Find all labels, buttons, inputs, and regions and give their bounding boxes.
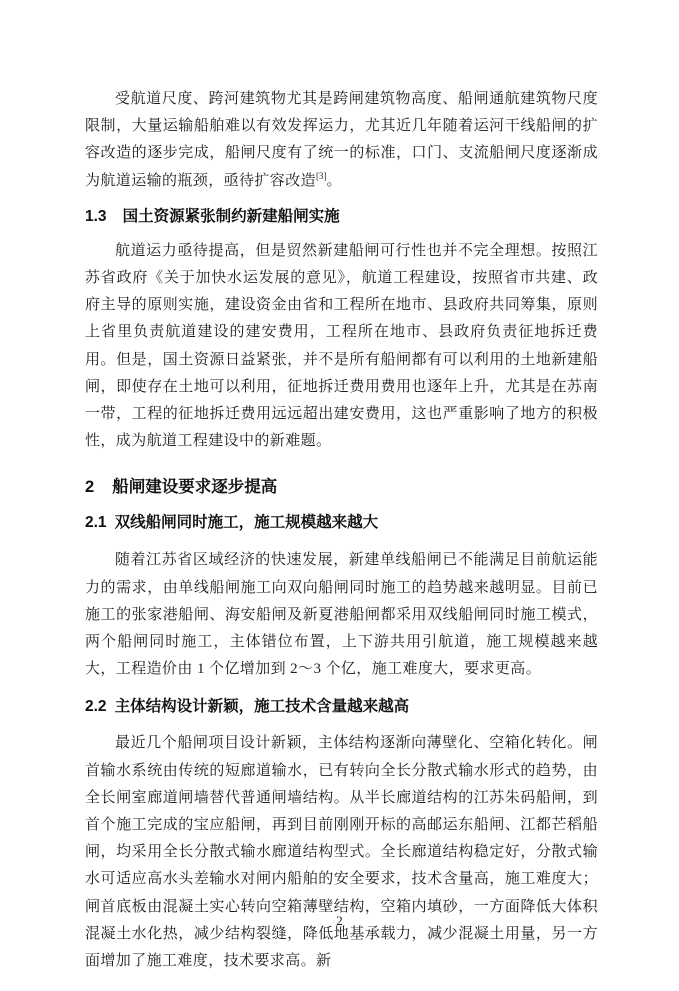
section-number: 1.3	[85, 207, 107, 225]
paragraph-text: 受航道尺度、跨河建筑物尤其是跨闸建筑物高度、船闸通航建筑物尺度限制，大量运输船舶难以有效发挥运力，尤其近几年随着运河干线船闸的扩容改造的逐步完成，船闸尺度有了统一的标准，口门、支流船闸尺度逐渐成为航道运输的瓶颈，亟待扩容改造	[85, 91, 598, 189]
paragraph-tail: 。	[326, 172, 342, 189]
section-heading-2-1	[85, 512, 598, 534]
chapter-title: 船闸建设要求逐步提高	[112, 478, 278, 497]
section-number: 2.1	[85, 514, 107, 532]
section-title: 国土资源紧张制约新建船闸实施	[122, 207, 340, 225]
page-number: 2	[336, 913, 343, 928]
section-heading-2-2	[85, 696, 598, 718]
section-title: 双线船闸同时施工，施工规模越来越大	[114, 514, 379, 532]
paragraph-structure-design: 最近几个船闸项目设计新颖，主体结构逐渐向薄壁化、空箱化转化。闸首输水系统由传统的短廊道输水，已有转向全长分散式输水形式的趋势，由全长闸室廊道闸墙替代普通闸墙结构。从半长廊道结构的江苏朱码船闸，到首个施工完成的宝应船闸，再到目前刚刚开标的高邮运东船闸、江都芒稻船闸，均采用全长分散式输水廊道结构型式。全长廊道结构稳定好，分散式输水可适应高水头差输水对闸内船舶的安全要求，技术含量高，施工难度大；闸首底板由混凝土实心转向空箱薄壁结构，空箱内填砂，一方面降低大体积混凝土水化热，减少结构裂缝，降低地基承载力，减少混凝土用量，另一方面增加了施工难度，技术要求高。新	[85, 735, 598, 970]
paragraph-channel-limits	[85, 86, 598, 195]
citation-ref: [3]	[316, 170, 327, 181]
paragraph-dual-lock-construction: 随着江苏省区域经济的快速发展，新建单线船闸已不能满足目前航运能力的需求，由单线船闸施工向双向船闸同时施工的趋势越来越明显。目前已施工的张家港船闸、海安船闸及新夏港船闸都采用双线船闸同时施工模式，两个船闸同时施工，主体错位布置，上下游共用引航道，施工规模越来越大，工程造价由 1 个亿增加到 2～3 个亿，施工难度大，要求更高。	[85, 552, 598, 678]
section-title: 主体结构设计新颖，施工技术含量越来越高	[114, 698, 410, 716]
paragraph-land-resources: 航道运力亟待提高，但是贸然新建船闸可行性也并不完全理想。按照江苏省政府《关于加快水运发展的意见》，航道工程建设，按照省市共建、政府主导的原则实施，建设资金由省和工程所在地市、县政府共同筹集，原则上省里负责航道建设的建安费用，工程所在地市、县政府负责征地拆迁费用。但是，国土资源日益紧张，并不是所有船闸都有可以利用的土地新建船闸，即使存在土地可以利用，征地拆迁费用费用也逐年上升，尤其是在苏南一带，工程的征地拆迁费用远远超出建安费用，这也严重影响了地方的积极性，成为航道工程建设中的新难题。	[85, 242, 598, 450]
section-heading-1-3	[85, 206, 598, 228]
page-content	[85, 86, 598, 975]
section-number: 2.2	[85, 698, 107, 716]
chapter-heading-2	[85, 475, 598, 499]
chapter-number: 2	[85, 478, 95, 497]
